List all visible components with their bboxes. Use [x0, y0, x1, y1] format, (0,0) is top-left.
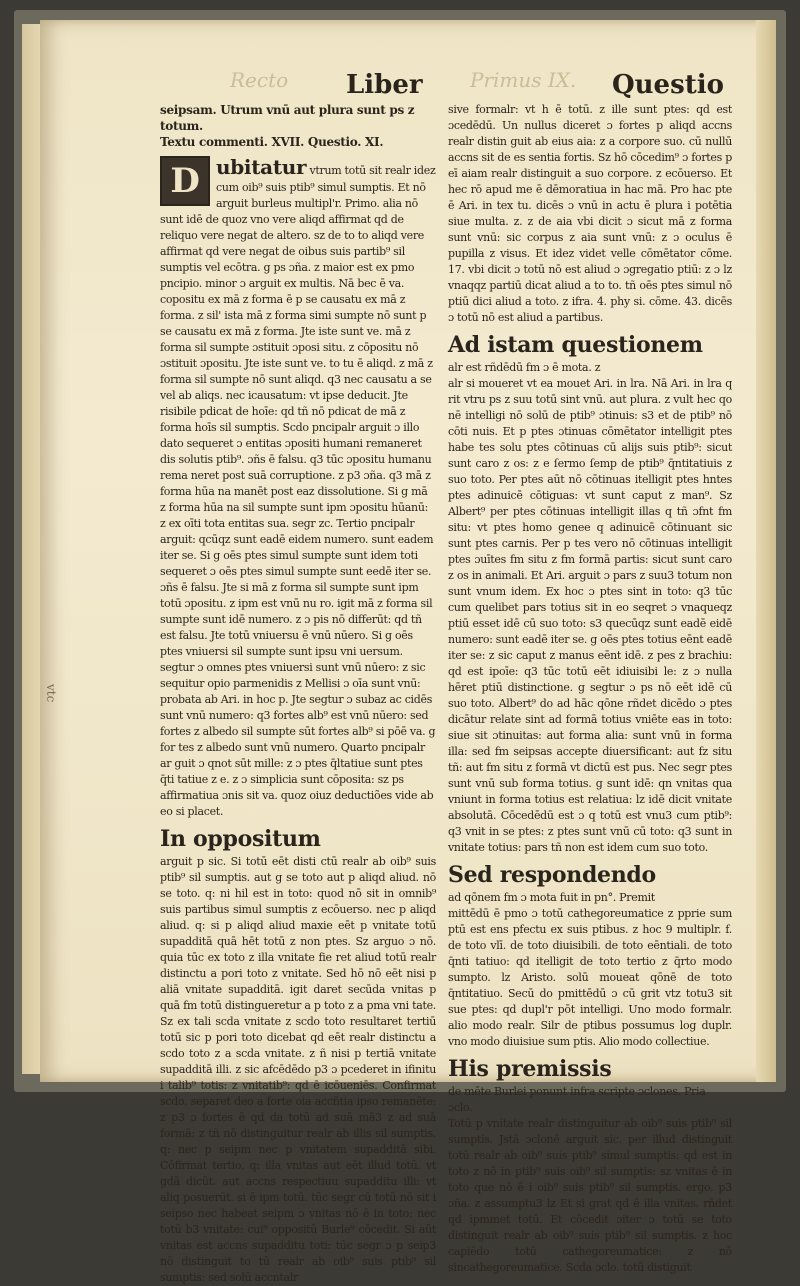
paragraph-text: mittēdū ē pmo ɔ totū cathegoreumatice z pprie sum ptū est ens pfectu ex suis ptibus. z hoc 9 multiplr. f. de toto vlī. de toto diuisibili. de toto eēntiali. de toto q̄nti tatiuo: qd itelligit de toto tertio z q̄rto modo sumpto. lz Aristo. solū moueat qōnē de toto q̄ntitatiuo. Secū do pmittēdū ɔ cū grit vtz totu3 sit sue ptes: qd dupl'r pōt intelligi. Uno modo formalr. alio modo realr. Silr de ptibus possumus log duplr. vno modo diuisiue sum ptis. Alio modo collectiue.	[448, 907, 732, 1048]
running-head-left: Liber	[346, 70, 423, 100]
paragraph-text: Totū p vnitate realr distinguitur ab oib⁹ suis ptib⁹ sil sumptis. Jstā ɔclonē arguit sic. per illud distinguit totū realr ab oib⁹ suis ptib⁹ simul sumptis: qd est in toto z nō in ptib⁹ suis oib⁹ sil sumptis: sz vnitas ē in toto que nō ē i oib⁹ suis ptib⁹ sil sumptis. ergo. p3 ɔña. z assumptu3 lz Et si grat qd ē illa vnitas. rñdet qd ipmmet totū. Et cōcedit ɔiter ɔ totū se toto distinguit realr ab oib⁹ suis ptib⁹ sil sumptis. z hoc capiēdo totū cathegoreumatice: z nō sincathegoreumatice. Scda ɔclo. totū distiguit	[448, 1117, 732, 1274]
paragraph-text: sive formalr: vt h ē totū. z ille sunt ptes: qd est ɔcedēdū. Un nullus diceret ɔ fortes p aliqd accns realr distin guit ab eius aia: z a corpore suo. cū nullū accns sit de es sentia fortis. Sz hō cōcedim⁹ ɔ fortes p eī aiam realr distinguit a suo corpore. z ecōuerso. Et hec rō apud me ē dēmoratiua in hac mā. Pro hac pte ē Ari. in tex tu. dicēs ɔ vnū in actu ē plura i potētia siue multa. z. z de aia vbi dicit ɔ sicut mā z forma sunt vnū: sic corpus z aia sunt vnū: z ɔ oculus ē pupilla z visus. Et idez videt velle cōmētator cōme. 17. vbi dicit ɔ totū nō est aliud ɔ ɔgregatio ptiū: z ɔ lz vnaqqz partiū dicat aliud a to to. tñ oēs ptes simul nō ptiū dici aliud a toto. z ifra. 4. phy si. cōme. 43. dicēs ɔ totū nō est aliud a partibus.	[448, 103, 732, 324]
left-column	[160, 102, 436, 1286]
question-heading: Textu commenti. XVII. Questio. XI.	[160, 135, 384, 149]
right-column	[448, 102, 732, 1276]
show-through-left: Recto	[230, 68, 289, 92]
opening-paragraph	[160, 154, 436, 820]
section-title: Sed respondendo	[448, 862, 656, 888]
section-title-side: ad qōnem fm ɔ mota fuit in pn°. Premit	[448, 891, 655, 904]
section-title: In oppositum	[160, 826, 321, 852]
section-title: His premissis	[448, 1056, 612, 1082]
question-intro: seipsam. Utrum vnū aut plura sunt ps z totum.	[160, 103, 415, 133]
section-title-side: alr est rñdēdū fm ɔ ē mota. z	[448, 361, 601, 374]
section-title-side: de mēte Burlei ponunt infra scripte ɔclones. Pria ɔclo.	[448, 1085, 706, 1114]
page-fold	[756, 20, 776, 1082]
paragraph-text: arguit p sic. Si totū eēt disti ctū realr ab oib⁹ suis ptib⁹ sil sumptis. aut g se toto aut p aliqd aliud. nō se toto. q: ni hil est in toto: quod nō sit in omnib⁹ suis partibus simul sumptis z ecōuerso. nec p aliqd aliud. q: si p aliqd aliud maxie eēt p vnitate totū supadditā quā hēt totū z non ptes. Sz arguo ɔ nō. quia tūc ex toto z illa vnitate fie ret aliud totū realr distinctu a pori toto z vnitate. Sed hō nō eēt nisi p aliā vnitate supadditā. igit daret secūda vnitas p quā fm totū distingueretur a p toto z a pma vni tate. Sz ex tali scda vnitate z scdo toto resultaret tertiū totū sic p pori toto dicebat qd eēt realr distinctu a scdo toto z a scda vnitate. z ñ nisi p tertiā vnitate supadditā illi. z sic afcēdēdo p3 ɔ pcederet in ifinitu i talib⁹ totis: z vnitatib⁹: qd ē icōueniēs. Confirmat scdo. separet deo a forte oia accñtia ipso remanēte: z p3 ɔ fortes ē qd da totū ad suā mā3 z ad suā formā: z tñ nō distinguitur realr ab illis sil sumptis. q: nec p seipm nec p vnitatem supadditā sibi. Cōfirmat tertio. q: illa vnitas aut eēt illud totū. vt gdā dicūt. aut accns respectiuu supadditu illi: vt aliq posuerūt. si ē ipm totū. tūc segr cū totū nō sit i seipso nec habeat seipm ɔ vnitas nō ē in toto: nec totū b3 vnitate: cui⁹ oppositū Burle⁹ cōcedit. Si aūt vnitas est accns supadditu toti: tūc segr ɔ p seip3 nō distinguit to tū realr ab oib⁹ suis ptib⁹ sil sumptis: sed solū accntalr	[160, 855, 436, 1284]
opening-word: ubitatur	[216, 155, 307, 179]
decorated-initial: D	[160, 156, 210, 206]
paragraph-text: alr si moueret vt ea mouet Ari. in lra. Nā Ari. in lra q rit vtru ps z suu totū sint vnū. aut plura. z vult hec qo nē intelligi nō solū de ptib⁹ ɔtinuis: s3 et de ptib⁹ nō cōti nuis. Et p ptes ɔtinuas cōmētator intelligit ptes habe tes solu ptes cōtinuas cū alijs suis ptib⁹: sicut sunt caro z os: z e ſermo ſemp de ptib⁹ q̄ntitatiuis z suo toto. Per ptes aūt nō cōtinuas itelligit ptes hntes ptes adinuicē cōtiguas: vt sunt caput z man⁹. Sz Albert⁹ per ptes cōtinuas intelligit illas q tñ ɔfnt fm situ: vt ptes homo genee q adinuicē cōtinuant sic sunt ptes carnis. Per p tes vero nō cōtinuas intelligit ptes ɔuītes fm situ z fm formā partis: sicut sunt caro z os in animali. Et Ari. arguit ɔ pars z suu3 totum non sunt vnum idem. Ex hoc ɔ ptes sint in toto: q3 tūc cum quelibet pars totius sit in eo seqret ɔ vnaqueqz ptiū esset idē cū suo toto: s3 quecūqz sunt eadē eidē numero: sunt eadē iter se. g oēs ptes totius eēnt eadē iter se: z sic caput z manus eēnt idē. z pes z brachiu: qd est ipoīe: q3 tūc totū eēt idiuisibi le: z ɔ nulla hēret ptiū distinctione. g segtur ɔ ps nō eēt idē cū suo toto. Albert⁹ do ad hāc qōne rñdet dicēdo ɔ ptes dicātur relate sint ad formā totius vniēte eas in toto: siue sit ɔtinuitas: aut forma alia: sunt vnū in forma illa: sed fm seipsas accepte diuersificant: aut fz situ tñ: aut fm situ z formā vt dictū est pus. Nec segr ptes sunt vnū sub forma totius. g sunt idē: qn vnitas qua vniunt in forma totius est relatiua: lz idē dicit vnitate absolutā. Cōcedēdū est ɔ q totū est vnu3 cum ptib⁹: q3 vnit in se ptes: z ptes sunt vnū cū toto: q3 sunt in vnitate totius: pars tñ non est idem cum suo toto.	[448, 377, 732, 854]
section-title: Ad istam questionem	[448, 332, 703, 358]
running-head-right: Questio	[612, 70, 724, 100]
paragraph-text: vtrum totū sit realr idez cum oib⁹ suis ptib⁹ simul sumptis. Et nō arguit burleus multipl'r. Primo. alia nō sunt idē de quoz vno vere aliqd affirmat qd de reliquo vere negat de altero. sz de to to aliqd vere affirmat qd vere negat de oibus suis partib⁹ sil sumptis vel ecōtra. g ps ɔña. z maior est ex pmo pncipio. minor ɔ arguit ex multis. Nā bec ē va. copositu ex mā z forma ē p se causatu ex mā z forma. z sil' ista mā z forma simi sumpte nō sunt p se causatu ex mā z forma. Jte iste sunt ve. mā z forma sil sumpte ɔstituit ɔposi situ. z cōpositu nō ɔstituit ɔpositu. Jte iste sunt ve. to tu ē aliqd. z mā z forma sil sumpte nō sunt aliqd. q3 nec causatu a se vel ab aliqs. nec icausatum: vt ipse deducit. Jte risibile pdicat de hoīe: qd tñ nō pdicat de mā z forma hoīs sil sumptis. Scdo pncipalr arguit ɔ illo dato sequeret ɔ entitas ɔpositi humani remaneret dis solutis ptib⁹. ɔñs ē falsu. q3 tūc ɔpositu humanu rema neret post suā corruptione. z p3 ɔña. q3 mā z forma hūa na manēt post eaz dissolutione. Si g mā z forma hūa na sil sumpte sunt ipm ɔpositu hūanū: z ex oīti tota entitas sua. segr zc. Tertio pncipalr arguit: qcūqz sunt eadē eidem numero. sunt eadem iter se. Si g oēs ptes simul sumpte sunt idem toti sequeret ɔ oēs ptes simul sumpte sunt eedē iter se. ɔñs ē falsu. Jte si mā z forma sil sumpte sunt ipm totū ɔpositu. z ipm est vnū nu ro. igit mā z forma sil sumpte sunt idē numero. z ɔ pis nō differūt: qd tñ est falsu. Jte totū vniuersu ē vnū nūero. Si g oēs ptes vniuersi sil sumpte sunt ipsu vni uersum. segtur ɔ omnes ptes vniuersi sunt vnū nūero: z sic sequitur opio parmenidis z Mellisi ɔ oīa sunt vnū: probata ab Ari. in hoc p. Jte segtur ɔ subaz ac cidēs sunt vnū numero: q3 fortes alb⁹ est vnū nūero: sed fortes z albedo sil sumpte sūt fortes alb⁹ si pōē va. g for tes z albedo sunt vnū numero. Quarto pncipalr ar guit ɔ qnot sūt mille: z ɔ ptes q̄ltatiue sunt ptes q̄ti tatiue z e. z ɔ simplicia sunt cōposita: sz ps affirmatiua ɔnis sit va. quoz oiuz deductiões vide ab eo si placet.	[160, 164, 436, 818]
margin-note: vtc	[44, 684, 58, 703]
show-through-right: Primus IX.	[470, 68, 577, 92]
